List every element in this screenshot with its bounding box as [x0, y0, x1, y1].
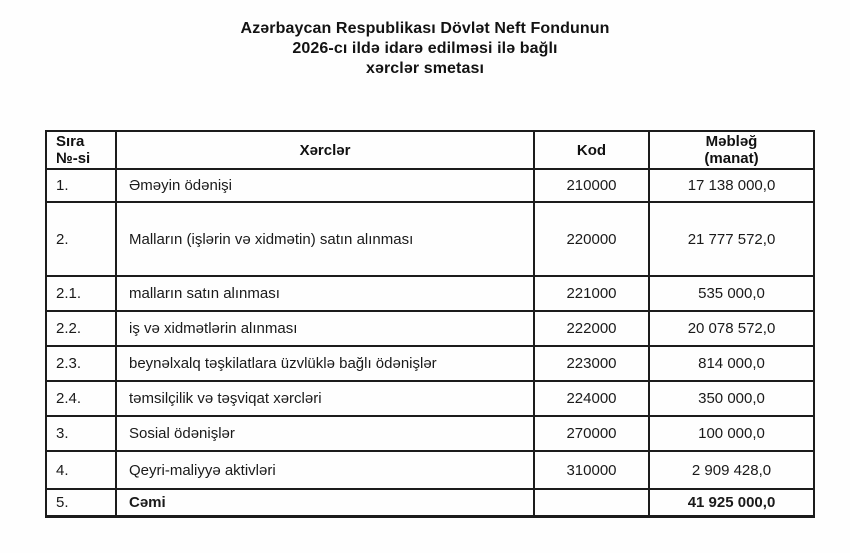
amount-cell: 814 000,0	[649, 346, 814, 381]
header-sira-line1: Sıra	[56, 133, 85, 150]
amount-cell: 20 078 572,0	[649, 311, 814, 346]
table-row	[46, 311, 814, 346]
column-header-mebleg	[649, 131, 814, 169]
table-row	[46, 381, 814, 416]
code-cell: 270000	[534, 416, 649, 451]
amount-cell: 350 000,0	[649, 381, 814, 416]
table-header	[46, 131, 814, 169]
row-number-cell: 2.4.	[46, 381, 116, 416]
expense-name-cell: Cəmi	[116, 489, 534, 516]
expense-name-cell: Qeyri-maliyyə aktivləri	[116, 451, 534, 489]
expense-name-cell: Əməyin ödənişi	[116, 169, 534, 202]
table-row	[46, 169, 814, 202]
header-row	[46, 131, 814, 169]
amount-cell: 2 909 428,0	[649, 451, 814, 489]
column-header-kod: Kod	[534, 131, 649, 169]
header-sira-line2: №-si	[56, 150, 91, 167]
code-cell: 224000	[534, 381, 649, 416]
code-cell: 223000	[534, 346, 649, 381]
document-title	[0, 19, 850, 79]
amount-cell: 21 777 572,0	[649, 202, 814, 276]
code-cell: 310000	[534, 451, 649, 489]
code-cell: 220000	[534, 202, 649, 276]
expense-name-cell: malların satın alınması	[116, 276, 534, 311]
row-number-cell: 4.	[46, 451, 116, 489]
column-header-xercler: Xərclər	[116, 131, 534, 169]
row-number-cell: 1.	[46, 169, 116, 202]
table-row	[46, 489, 814, 516]
header-mebleg-line2: (manat)	[704, 150, 759, 167]
expense-table	[45, 130, 815, 518]
row-number-cell: 2.	[46, 202, 116, 276]
code-cell: 221000	[534, 276, 649, 311]
table-row	[46, 346, 814, 381]
title-line-1: Azərbaycan Respublikası Dövlət Neft Fondunun	[240, 20, 610, 37]
expense-name-cell: Malların (işlərin və xidmətin) satın alınması	[116, 202, 534, 276]
row-number-cell: 2.1.	[46, 276, 116, 311]
expense-name-cell: iş və xidmətlərin alınması	[116, 311, 534, 346]
amount-cell: 535 000,0	[649, 276, 814, 311]
table-row	[46, 276, 814, 311]
expense-name-cell: Sosial ödənişlər	[116, 416, 534, 451]
code-cell: 210000	[534, 169, 649, 202]
expense-name-cell: təmsilçilik və təşviqat xərcləri	[116, 381, 534, 416]
code-cell: 222000	[534, 311, 649, 346]
amount-cell: 100 000,0	[649, 416, 814, 451]
column-header-sira-no	[46, 131, 116, 169]
amount-cell: 17 138 000,0	[649, 169, 814, 202]
title-line-2: 2026-cı ildə idarə edilməsi ilə bağlı	[292, 40, 558, 57]
table-row	[46, 202, 814, 276]
expense-name-cell: beynəlxalq təşkilatlara üzvlüklə bağlı ödənişlər	[116, 346, 534, 381]
row-number-cell: 2.3.	[46, 346, 116, 381]
table-row	[46, 451, 814, 489]
row-number-cell: 3.	[46, 416, 116, 451]
code-cell	[534, 489, 649, 516]
row-number-cell: 5.	[46, 489, 116, 516]
header-mebleg-line1: Məbləğ	[705, 133, 758, 150]
table-body	[46, 169, 814, 516]
title-line-3: xərclər smetası	[365, 60, 485, 77]
amount-cell: 41 925 000,0	[649, 489, 814, 516]
table-row	[46, 416, 814, 451]
row-number-cell: 2.2.	[46, 311, 116, 346]
